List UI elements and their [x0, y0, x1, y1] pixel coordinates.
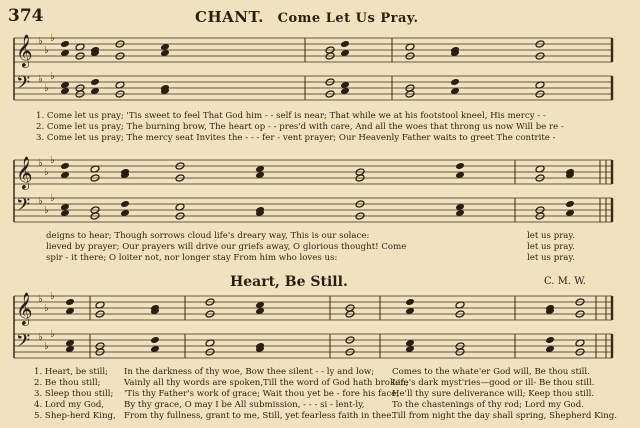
chant-verse-a-3: 3. Come let us pray; The mercy seat Invites the - - - fer - vent prayer; Our Heavenly Father waits to greet The contrite - [36, 133, 556, 143]
hymn-meter: C. M. W. [544, 276, 586, 287]
hymn-col2-line: In the darkness of thy woe, Bow thee silent - - ly and low; [124, 367, 375, 377]
clef-icon: 𝄞 [16, 292, 33, 325]
hymn-col-3 [392, 367, 617, 422]
hymn-col3-line: Till from night the day shall spring, Shepherd King. [392, 411, 618, 421]
hymn-col1-line: 5. Shep-herd King, [34, 411, 116, 421]
clef-icon: 𝄞 [16, 156, 33, 189]
note-head [405, 298, 415, 306]
note-head [60, 162, 70, 170]
chant-title-label: CHANT. [195, 8, 264, 26]
hymn-col2-line: From thy fullness, grant to me, Still, yet fearless faith in thee. [124, 411, 395, 421]
clef-icon: 𝄢 [16, 73, 31, 98]
clef-icon: ♭ [44, 83, 49, 94]
clef-icon: 𝄢 [16, 195, 31, 220]
note-head [545, 336, 555, 344]
clef-icon: ♭ [50, 291, 55, 302]
note-head [340, 40, 350, 48]
clef-icon: ♭ [50, 193, 55, 204]
clef-icon: ♭ [38, 294, 43, 305]
clef-icon: ♭ [44, 205, 49, 216]
chant-verse-b-end-2: let us pray. [527, 242, 575, 252]
clef-icon: ♭ [44, 341, 49, 352]
note-head [455, 162, 465, 170]
note-head [565, 200, 575, 208]
hymn-col2-line: By thy grace, O may I be All submission, - - - si - lent-ly, [124, 400, 365, 410]
clef-icon: ♭ [50, 33, 55, 44]
clef-icon: 𝄢 [16, 331, 31, 356]
chant-verses-b [46, 231, 406, 264]
note-head [450, 78, 460, 86]
clef-icon: ♭ [38, 332, 43, 343]
chant-verse-b-end-1: let us pray. [527, 231, 575, 241]
hymn-col2-line: Vainly all thy words are spoken,Till the word of God hath broken; [124, 378, 409, 388]
clef-icon: ♭ [44, 45, 49, 56]
hymn-col3-line: Comes to the whate'er God will, Be thou still. [392, 367, 590, 377]
chant-verse-b-3: spir - it there; O loiter not, nor longer stay From him who loves us: [46, 253, 338, 263]
clef-icon: ♭ [50, 329, 55, 340]
hymn-col1-line: 4. Lord my God, [34, 400, 105, 410]
clef-icon: ♭ [38, 158, 43, 169]
clef-icon: ♭ [50, 71, 55, 82]
clef-icon: ♭ [38, 74, 43, 85]
hymn-col-1 [34, 367, 116, 422]
hymn-title: Heart, Be Still. [230, 274, 348, 290]
clef-icon: ♭ [50, 155, 55, 166]
clef-icon: ♭ [44, 303, 49, 314]
clef-icon: 𝄞 [16, 34, 33, 67]
chant-verses-b-end [527, 231, 575, 264]
chant-verse-b-1: deigns to hear; Though sorrows cloud life's dreary way, This is our solace: [46, 231, 370, 241]
clef-icon: ♭ [44, 167, 49, 178]
hymn-col3-line: To the chastenings of thy rod; Lord my God. [392, 400, 584, 410]
clef-icon: ♭ [38, 196, 43, 207]
chant-verse-b-2: lieved by prayer; Our prayers will drive our griefs away, O glorious thought! Come [46, 242, 407, 252]
note-head [65, 298, 75, 306]
chant-subtitle: Come Let Us Pray. [277, 11, 419, 26]
chant-verses-a [36, 111, 564, 144]
chant-verse-a-2: 2. Come let us pray; The burning brow, The heart op - - pres'd with care, And all the woes that throng us now Will be re - [36, 122, 564, 132]
note-head [90, 78, 100, 86]
chant-verse-b-end-3: let us pray. [527, 253, 575, 263]
chant-verse-a-1: 1. Come let us pray; 'Tis sweet to feel That God him - - self is near; That while we at his footstool kneel, His mercy - - [36, 111, 546, 121]
note-head [120, 200, 130, 208]
hymn-col1-line: 1. Heart, be still; [34, 367, 108, 377]
hymn-col3-line: He'll thy sure deliverance will; Keep thou still. [392, 389, 595, 399]
clef-icon: ♭ [38, 36, 43, 47]
hymn-col2-line: 'Tis thy Father's work of grace; Wait thou yet be - fore his face, [124, 389, 399, 399]
hymn-col1-line: 2. Be thou still; [34, 378, 101, 388]
note-head [60, 40, 70, 48]
hymn-col-2 [124, 367, 409, 422]
hymn-col3-line: Life's dark myst'ries—good or ill- Be thou still. [392, 378, 595, 388]
page-number: 374 [8, 6, 44, 26]
note-head [150, 336, 160, 344]
hymn-col1-line: 3. Sleep thou still; [34, 389, 114, 399]
